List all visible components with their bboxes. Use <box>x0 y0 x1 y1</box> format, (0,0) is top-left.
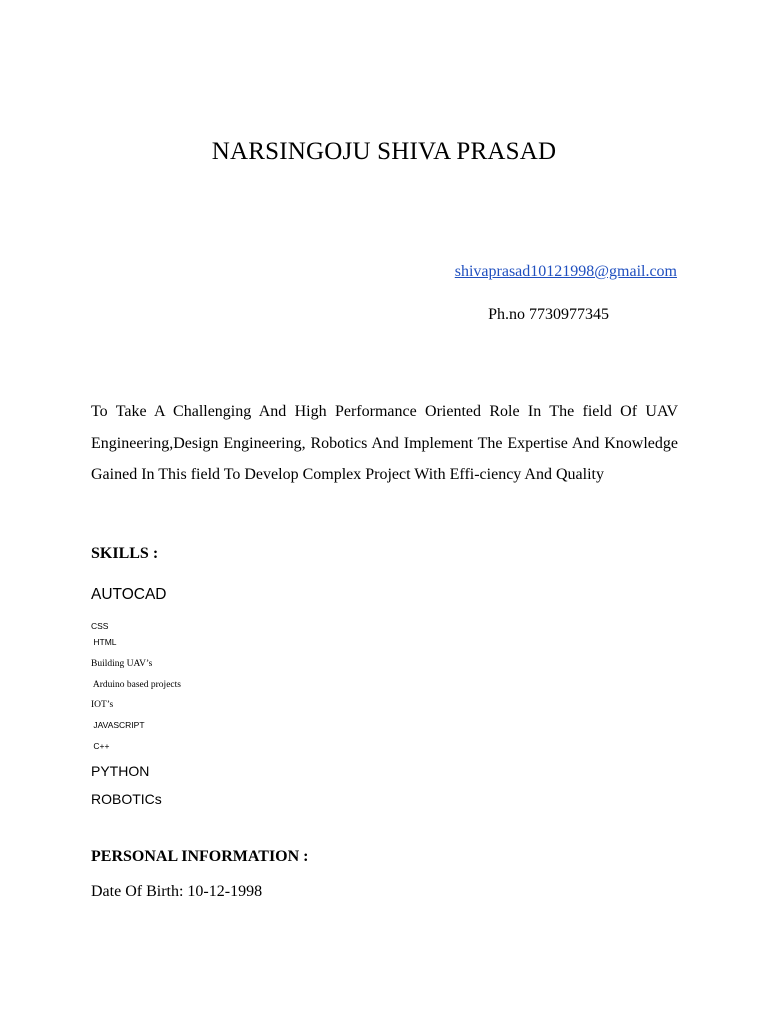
skill-item: AUTOCAD <box>91 586 167 603</box>
skill-item: PYTHON <box>91 763 150 779</box>
skill-item: HTML <box>91 637 117 647</box>
career-objective: To Take A Challenging And High Performance Oriented Role In The field Of UAV Engineering,Design Engineering, Robotics And Implement The Expertise And Knowledge Gained In This field To Develop Complex Project With Effi-ciency And Quality <box>91 403 678 483</box>
skill-item: IOT’s <box>91 700 114 710</box>
candidate-name: NARSINGOJU SHIVA PRASAD <box>211 138 557 165</box>
date-of-birth: Date Of Birth: 10-12-1998 <box>91 883 263 900</box>
skill-item: ROBOTICs <box>91 791 162 807</box>
skill-item: JAVASCRIPT <box>91 720 145 730</box>
skill-item: Arduino based projects <box>91 680 181 690</box>
skill-item: Building UAV’s <box>91 659 153 669</box>
email-link[interactable]: shivaprasad10121998@gmail.com <box>454 263 677 280</box>
skill-item: CSS <box>91 621 109 631</box>
personal-information-heading: PERSONAL INFORMATION : <box>91 848 309 865</box>
skills-heading: SKILLS : <box>91 545 159 562</box>
skill-item: C++ <box>91 741 110 751</box>
phone-number: Ph.no 7730977345 <box>488 306 609 323</box>
